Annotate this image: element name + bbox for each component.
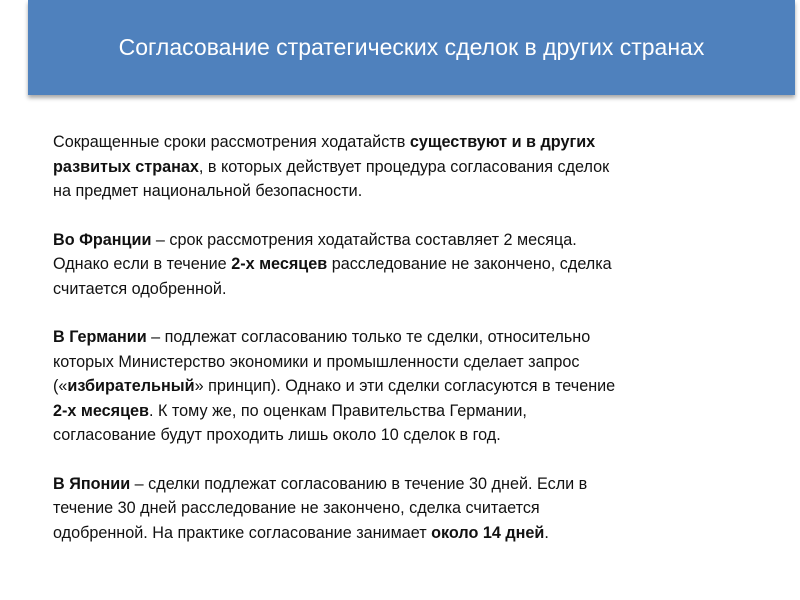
france-emphasis: 2-х месяцев [231, 255, 328, 273]
france-lead: Во Франции [53, 230, 152, 249]
germany-text: которых Министерство экономики и промышленности сделает запрос [53, 352, 580, 371]
france-text: расследование не закончено, сделка [327, 255, 612, 273]
germany-emphasis: избирательный [67, 377, 195, 395]
slide-title: Согласование стратегических сделок в других странах [118, 33, 705, 60]
germany-text: согласование будут проходить лишь около 10 сделок в год. [53, 426, 501, 444]
germany-text: – подлежат согласованию только те сделки, относительно [146, 328, 591, 346]
france-text: – срок рассмотрения ходатайства составляет 2 месяца. [151, 230, 577, 249]
france-text: Однако если в течение [53, 255, 232, 273]
japan-text: . [544, 523, 549, 542]
japan-text: течение 30 дней расследование не закончено, сделка считается [53, 499, 540, 517]
germany-paragraph [53, 325, 753, 448]
france-paragraph [53, 228, 753, 302]
japan-emphasis: около 14 дней [431, 523, 545, 542]
slide-body [53, 130, 753, 545]
intro-text: , в которых действует процедура согласования сделок [198, 157, 610, 176]
intro-paragraph [53, 130, 753, 204]
germany-emphasis: 2-х месяцев [53, 401, 150, 420]
germany-lead: В Германии [53, 328, 147, 346]
intro-emphasis: существуют и в других [409, 133, 596, 151]
germany-text: . К тому же, по оценкам Правительства Германии, [149, 401, 527, 420]
japan-text: – сделки подлежат согласованию в течение 30 дней. Если в [130, 474, 588, 493]
japan-text: одобренной. На практике согласование занимает [53, 523, 432, 542]
title-bar [28, 0, 795, 95]
intro-text: Сокращенные сроки рассмотрения ходатайств [53, 133, 410, 151]
intro-emphasis-cont: развитых странах [53, 157, 199, 176]
germany-text: (« [53, 377, 68, 395]
japan-lead: В Японии [53, 474, 131, 493]
germany-text: » принцип). Однако и эти сделки согласуются в течение [194, 377, 616, 395]
france-text: считается одобренной. [53, 279, 227, 298]
japan-paragraph [53, 472, 753, 546]
intro-text: на предмет национальной безопасности. [53, 182, 363, 200]
